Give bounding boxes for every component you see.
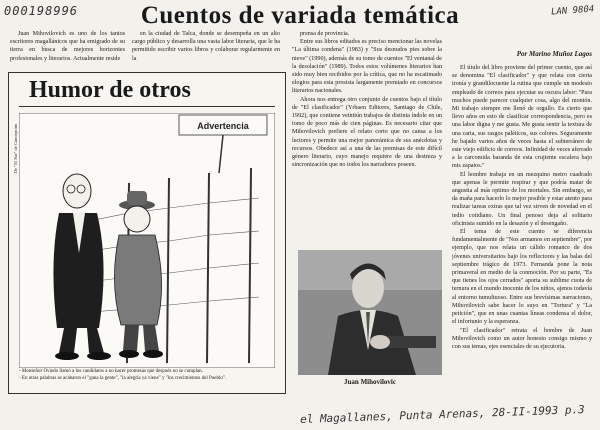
cartoon-illustration <box>19 113 275 368</box>
cartoon-credit: De "El Sur" de Concepción <box>13 123 18 173</box>
handwritten-source-note: el Magallanes, Punta Arenas, 28-II-1993 p.3 <box>299 403 585 426</box>
body-paragraph: "El clasificador" retrata el hombre de Juan Mihovilovich como un autor honesto consigo mismo y con sus temas, ejes esenciales de su ejecutoria. <box>452 327 592 350</box>
body-column-right <box>452 64 592 399</box>
byline: Por Marino Muñoz Lagos <box>516 50 592 58</box>
sign-text: Advertencia <box>197 121 249 131</box>
cartoon-divider <box>19 106 275 107</box>
cartoon-caption <box>19 369 275 382</box>
body-paragraph: Entre sus libros editados es preciso mencionar las novelas "La última condena" (1983) y "Sus desnudos pies sobre la nieve" (1990), además de su tomo de cuentos "El ventanal de la desolación" (1989). Todos estos volúmenes literarios han sido muy bien recibidos por la crítica, que no ha escatimado elogios para esta prosista largamente premiado en concursos literarios nacionales. <box>292 39 442 95</box>
body-paragraph: El hombre trabaja en un mezquino metro cuadrado que apenas le permite respirar y que podría matar de angustia al más optimo de los mortales. Sin embargo, se da maña para hacerlo lo mejor posible y estar atento para realizar tareas extras que tal vez sirven de novedad en el tedio cotidiano. Un final penoso deja al solitario oficinista sumido en la desazón y el desengaño. <box>452 171 592 227</box>
handwritten-code-top-right: LAN 9804 <box>550 4 595 18</box>
intro-paragraph: Juan Mihovilovich es uno de los tantos escritores magallánicos que ha emigrado de su tierra en busca de mejores horizontes profesionales y literarios. Actualmente reside <box>10 31 125 62</box>
body-paragraph: prensa de provincia. <box>300 31 350 37</box>
intro-column-right <box>132 30 280 76</box>
cartoon-title: Humor de otros <box>29 77 191 103</box>
body-paragraph: El título del libro proviene del primer cuento, que así se denomina "El clasificador" y que relata con cierta ironía y grandilocuente la rutina que cumple un modesto empleado de correos para ejecutar su oscura labor: "Para muchos puede parecer cualquier cosa, algo del montón. Mi trabajo siempre me llenó de orgullo. Es cierto que llevo años en esto de clasificar correspondencia, pero es una labor digna y me gusta. Me gusta sentir la textura de una carta, sus rasgos paléticos, sus colores. Seguramente he bajado varios años de veces hasta el subterráneo de este viejo edificio de correos. Infinidad de veces aferrado a la carcomida baranda de esta crujiente escalera bajo mis zapatos." <box>452 65 592 170</box>
handwritten-code-top-left: 000198996 <box>4 4 79 18</box>
caption-line: - En otras palabras se acabaron el "gana la gente", "la alegría ya viene" y "los crecimientos del Pueblo". <box>19 375 227 381</box>
author-photo <box>298 250 442 375</box>
intro-column-left <box>10 30 125 76</box>
caption-line: - Monseñor Oviedo llamó a los candidatos a no hacer promesas que después no se cumplan. <box>19 369 203 374</box>
body-paragraph: El tema de este cuento se diferencia fundamentalmente de "Nos armamos en septiembre", por ejemplo, que nos relata un cálido romance de dos jóvenes universitarios bajo los reflectores y las balas del septiembre trágico de 1973. Fernanda pone la nota primaveral en medio de la conmoción. Por su parte, "Es que tienes los ojos cerrados" aporta su sublime cuota de ternura en el mundo inocente de los niños, ajenos todavía al entorno tumultuoso. Entre sus brevísimas narraciones, Mihovilovich sabe hacer lo suyo en "Tortura" y "La petición", que en unas cuantas líneas condensa el dolor, el infortunio y la esperanza. <box>452 229 592 326</box>
cartoon-box <box>8 72 286 394</box>
body-paragraph: Ahora nos entrega otro conjunto de cuentos bajo el título de "El clasificador" (Yrbaen Editores, Santiago de Chile, 1992), que contiene veintiún trabajos de distinta índole en un tomo de poco más de cien páginas. Es necesario citar que Mihovilovich prefiere el relato corto que no cansa a los lectores y permite una mejor panorámica de sus anécdotas y recursos. Obedece así a una de las premisas de este difícil género literario, cuyo manejo requiere de una destreza y sincronización que no todos los narradores poseen. <box>292 96 442 169</box>
photo-caption: Juan Mihovilovic <box>344 378 396 386</box>
intro-paragraph-continued: en la ciudad de Talca, donde se desempeña en un alto cargo público y desarrolla una vasta labor literaria, que le ha permitido escribir varios libros y colaborar regularmente en la <box>132 31 280 62</box>
body-column-middle <box>292 30 442 248</box>
headline: Cuentos de variada temática <box>140 2 460 29</box>
